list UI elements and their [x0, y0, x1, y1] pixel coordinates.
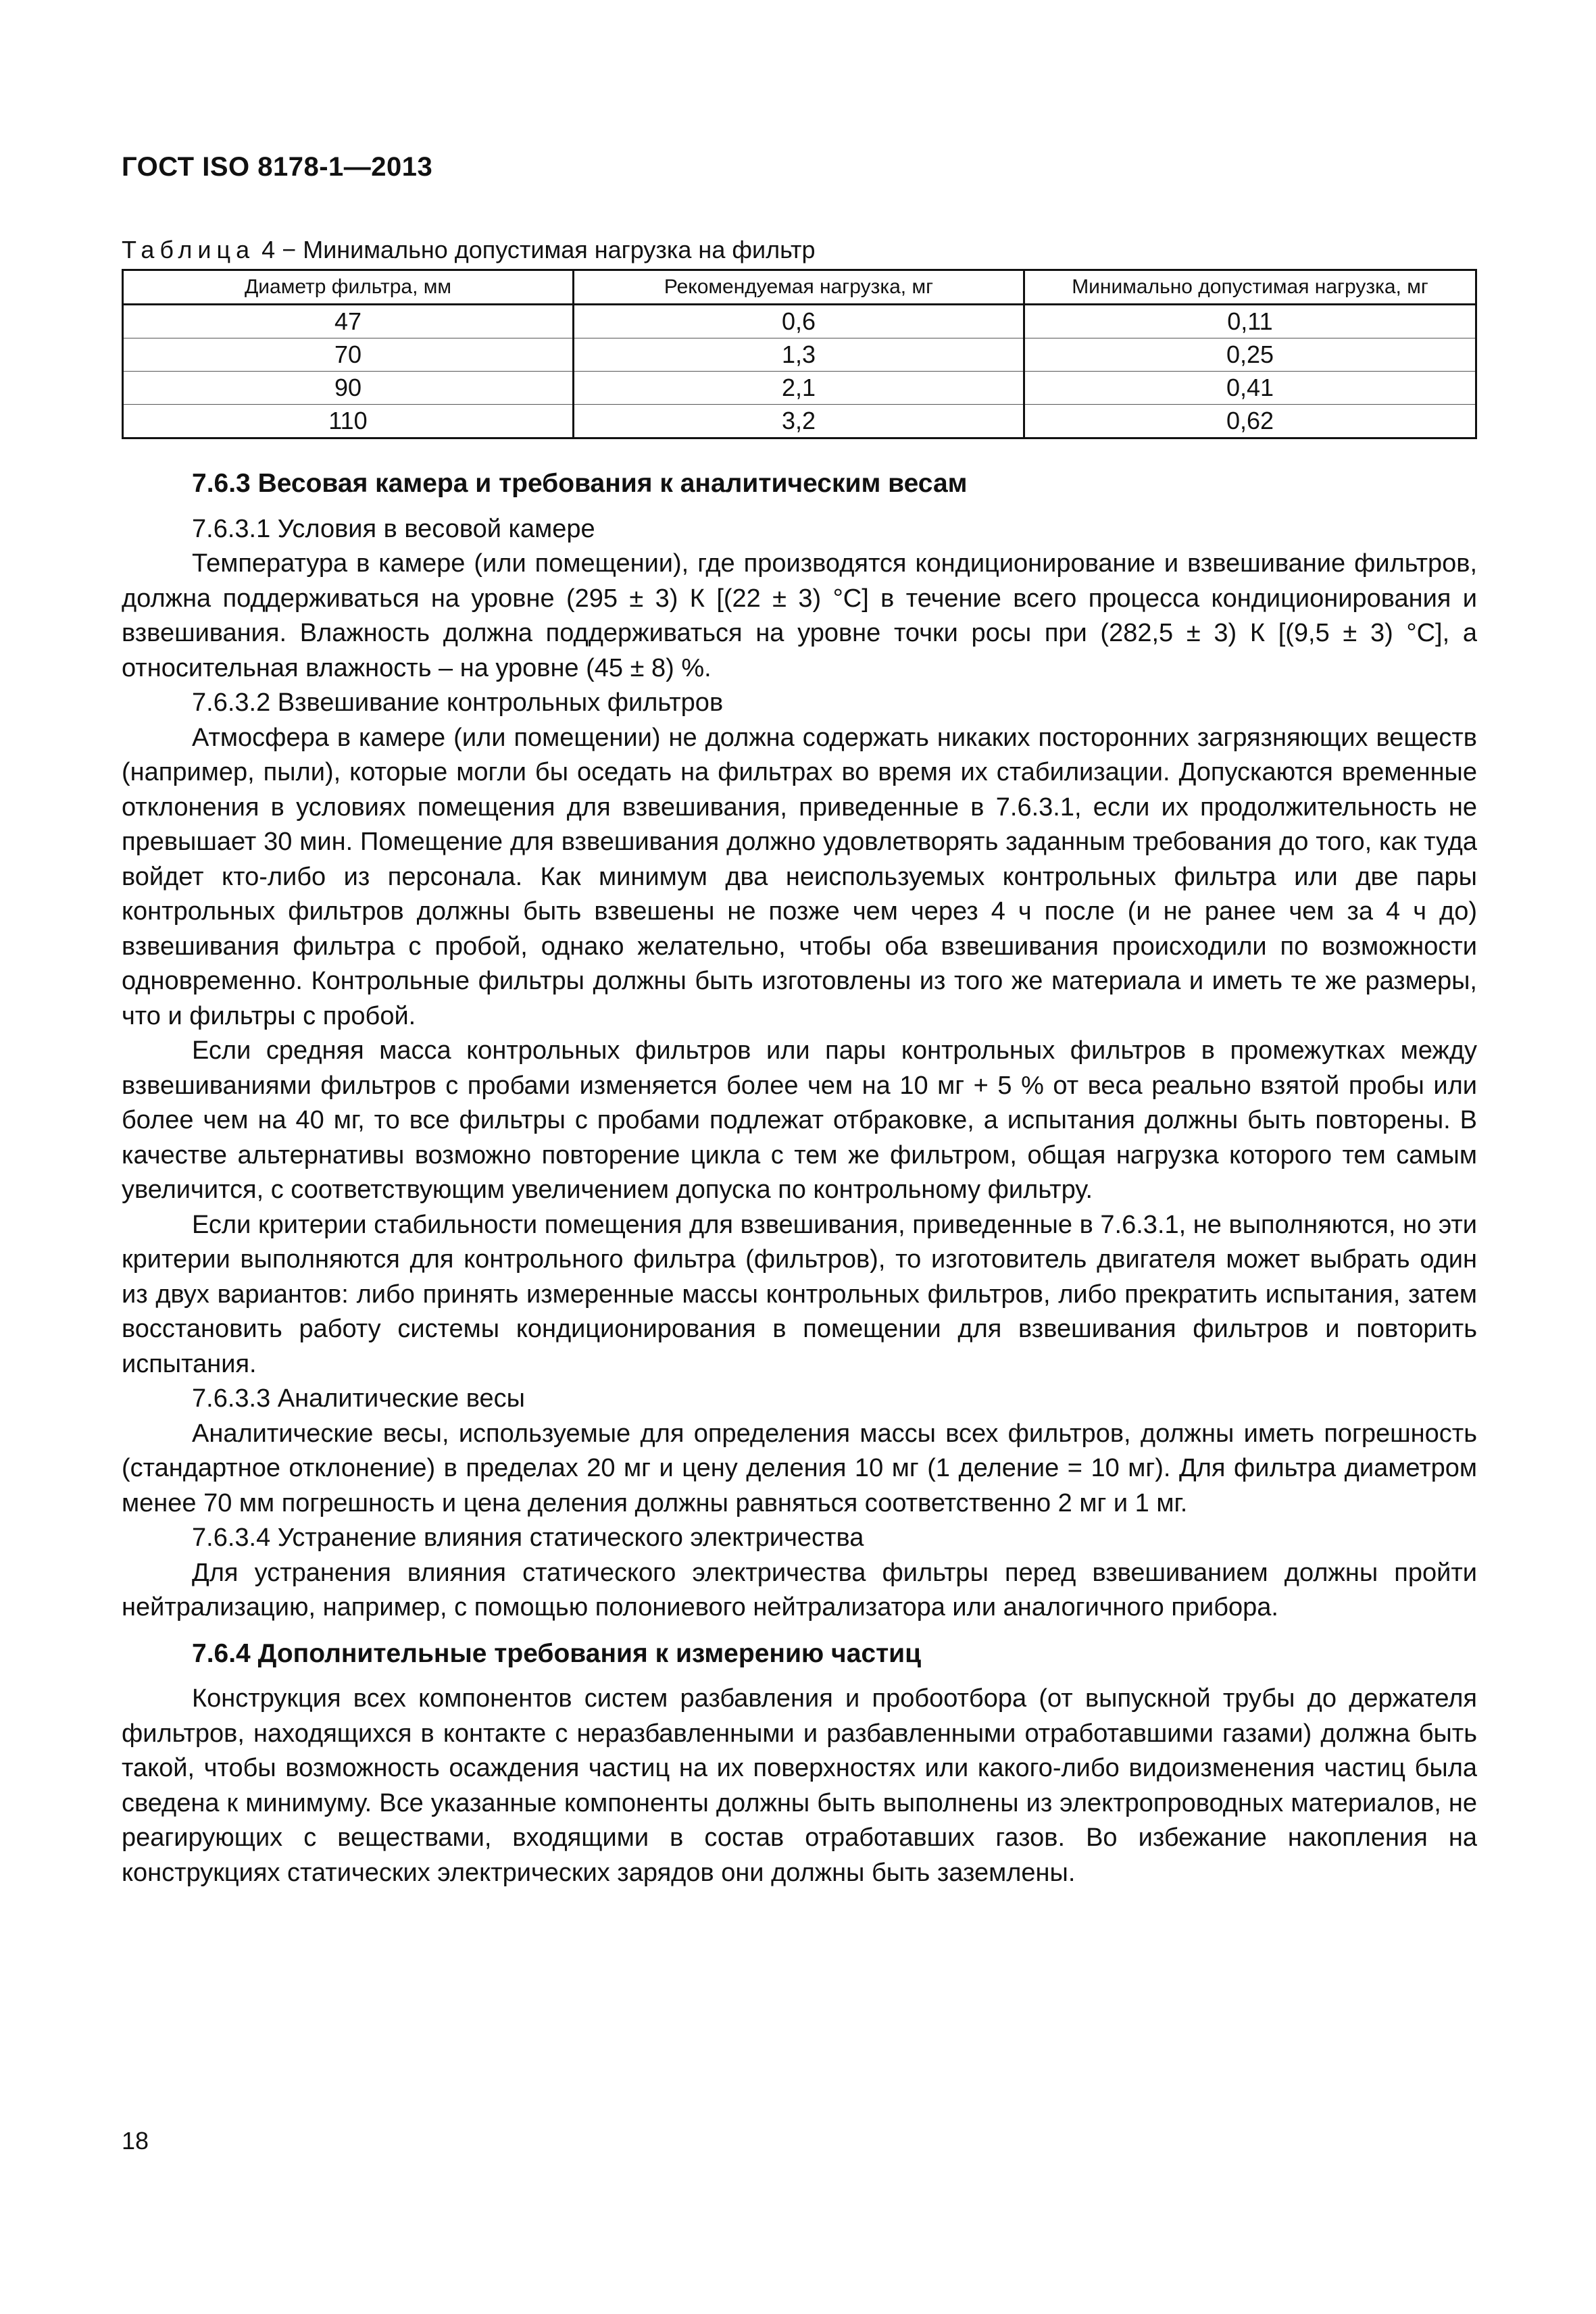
page-number: 18 [122, 2127, 149, 2155]
paragraph: Конструкция всех компонентов систем разбавления и пробоотбора (от выпускной трубы до держателя фильтров, находящихся в контакте с неразбавленными и разбавленными отработавшими газами) должна быть такой, чтобы возможность осаждения частиц на их поверхностях или какого-либо видоизменения частиц была сведена к минимуму. Все указанные компоненты должны быть выполнены из электропроводных материалов, не реагирующих с веществами, входящими в состав отработавших газов. Во избежание накопления на конструкциях статических электрических зарядов они должны быть заземлены. [122, 1684, 1477, 1887]
document-header: ГОСТ ISO 8178-1—2013 [122, 152, 433, 182]
table-cell: 70 [123, 338, 574, 372]
table-cell: 90 [123, 372, 574, 405]
subsection-heading: 7.6.3.4 Устранение влияния статического электричества [192, 1524, 864, 1552]
table-caption-title: 4 − Минимально допустимая нагрузка на фильтр [255, 236, 816, 263]
table-cell: 0,41 [1024, 372, 1476, 405]
table-cell: 47 [123, 305, 574, 338]
table-cell: 0,25 [1024, 338, 1476, 372]
table-row [123, 338, 1476, 372]
table-cell: 110 [123, 405, 574, 438]
table-cell: 0,6 [573, 305, 1024, 338]
subsection-heading: 7.6.3.3 Аналитические весы [192, 1384, 525, 1413]
section-heading: 7.6.3 Весовая камера и требования к аналитическим весам [192, 469, 968, 498]
column-header: Рекомендуемая нагрузка, мг [573, 270, 1024, 305]
table-cell: 2,1 [573, 372, 1024, 405]
table-row [123, 372, 1476, 405]
table-cell: 3,2 [573, 405, 1024, 438]
section-heading: 7.6.4 Дополнительные требования к измерению частиц [192, 1638, 922, 1668]
paragraph: Температура в камере (или помещении), где производятся кондиционирование и взвешивание фильтров, должна поддерживаться на уровне (295 ± 3) К [(22 ± 3) °С] в течение всего процесса кондиционирования и взвешивания. Влажность должна поддерживаться на уровне точки росы при (282,5 ± 3) К [(9,5 ± 3) °С], а относительная влажность – на уровне (45 ± 8) %. [122, 549, 1477, 682]
filter-load-table [122, 269, 1477, 439]
table-caption-word: Таблица [122, 236, 255, 263]
document-body [122, 466, 1477, 1890]
table-cell: 1,3 [573, 338, 1024, 372]
paragraph: Атмосфера в камере (или помещении) не должна содержать никаких посторонних загрязняющих веществ (например, пыли), которые могли бы оседать на фильтрах во время их стабилизации. Допускаются временные отклонения в условиях помещения для взвешивания, приведенные в 7.6.3.1, если их продолжительность не превышает 30 мин. Помещение для взвешивания должно удовлетворять заданным требования до того, как туда войдет кто-либо из персонала. Как минимум два неиспользуемых контрольных фильтра или две пары контрольных фильтров должны быть взвешены не позже чем через 4 ч после (и не ранее чем за 4 ч до) взвешивания фильтра с пробой, однако желательно, чтобы оба взвешивания происходили по возможности одновременно. Контрольные фильтры должны быть изготовлены из того же материала и иметь те же размеры, что и фильтры с пробой. [122, 723, 1477, 1030]
table-caption [122, 236, 816, 263]
paragraph: Для устранения влияния статического электричества фильтры перед взвешиванием должны пройти нейтрализацию, например, с помощью полониевого нейтрализатора или аналогичного прибора. [122, 1558, 1477, 1621]
paragraph: Аналитические весы, используемые для определения массы всех фильтров, должны иметь погрешность (стандартное отклонение) в пределах 20 мг и цену деления 10 мг (1 деление = 10 мг). Для фильтра диаметром менее 70 мм погрешность и цена деления должны равняться соответственно 2 мг и 1 мг. [122, 1419, 1477, 1517]
column-header: Минимально допустимая нагрузка, мг [1024, 270, 1476, 305]
table-cell: 0,11 [1024, 305, 1476, 338]
subsection-heading: 7.6.3.1 Условия в весовой камере [192, 514, 595, 543]
table-cell: 0,62 [1024, 405, 1476, 438]
table-row [123, 305, 1476, 338]
paragraph: Если средняя масса контрольных фильтров или пары контрольных фильтров в промежутках между взвешиваниями фильтров с пробами изменяется более чем на 10 мг + 5 % от веса реально взятой пробы или более чем на 40 мг, то все фильтры с пробами подлежат отбраковке, а испытания должны быть повторены. В качестве альтернативы возможно повторение цикла с тем же фильтром, общая нагрузка которого тем самым увеличится, с соответствующим увеличением допуска по контрольному фильтру. [122, 1036, 1477, 1204]
paragraph: Если критерии стабильности помещения для взвешивания, приведенные в 7.6.3.1, не выполняются, но эти критерии выполняются для контрольного фильтра (фильтров), то изготовитель двигателя может выбрать один из двух вариантов: либо принять измеренные массы контрольных фильтров, либо прекратить испытания, затем восстановить работу системы кондиционирования в помещении для взвешивания фильтров и повторить испытания. [122, 1210, 1477, 1378]
table-row [123, 405, 1476, 438]
column-header: Диаметр фильтра, мм [123, 270, 574, 305]
table-header-row [123, 270, 1476, 305]
subsection-heading: 7.6.3.2 Взвешивание контрольных фильтров [192, 688, 724, 717]
